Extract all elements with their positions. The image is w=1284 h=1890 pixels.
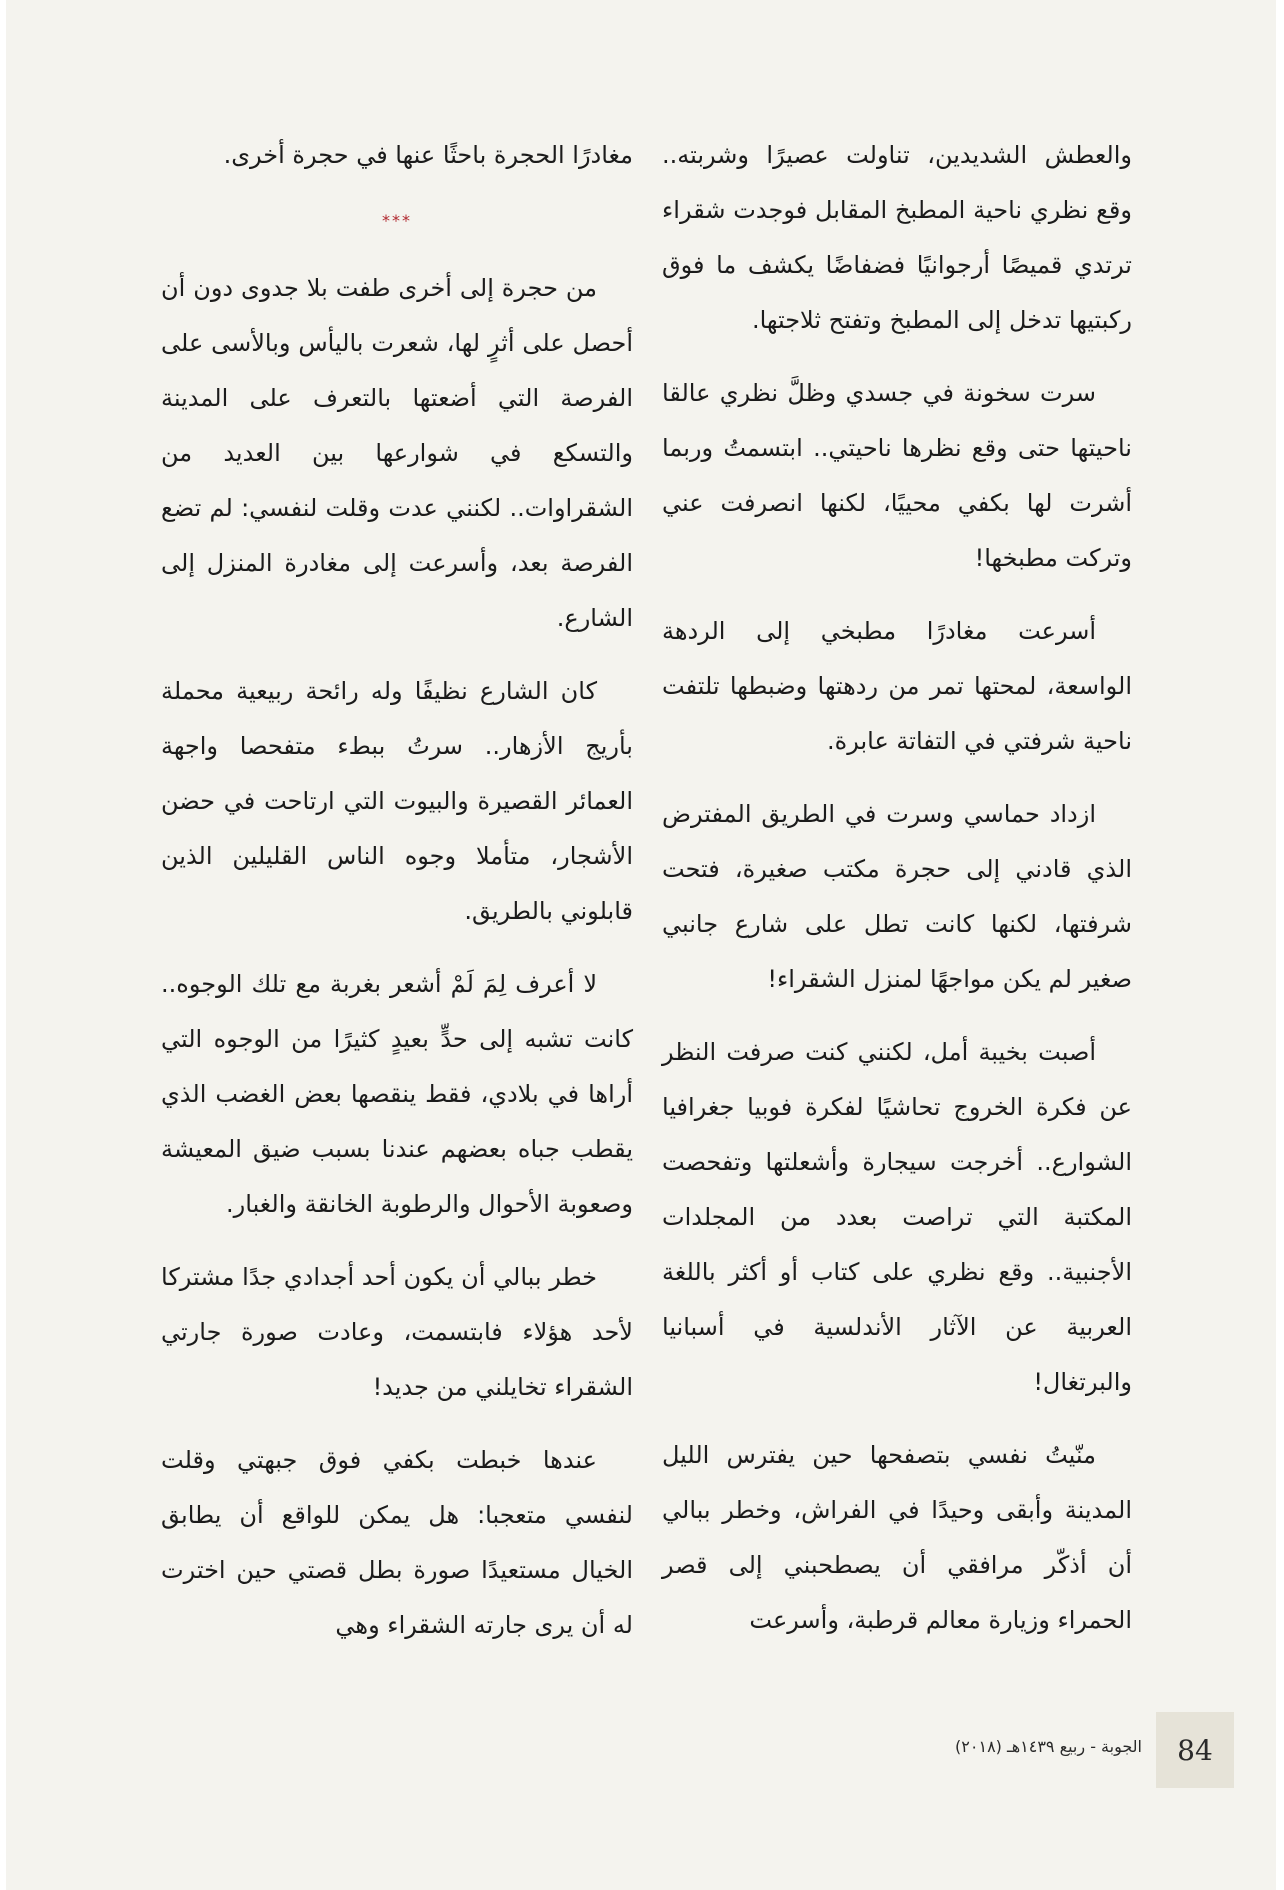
paragraph: كان الشارع نظيفًا وله رائحة ربيعية محملة بأريج الأزهار.. سرتُ ببطء متفحصا واجهة العمائر القصيرة والبيوت التي ارتاحت في حضن الأشجار، متأملا وجوه الناس القليلين الذين قابلوني بالطريق. xyxy=(161,677,633,925)
paragraph: أصبت بخيبة أمل، لكنني كنت صرفت النظر عن فكرة الخروج تحاشيًا لفكرة فوبيا جغرافيا الشوارع.. أخرجت سيجارة وأشعلتها وتفحصت المكتبة التي تراصت بعدد من المجلدات الأجنبية.. وقع نظري على كتاب أو أكثر باللغة العربية عن الآثار الأندلسية في أسبانيا والبرتغال! xyxy=(662,1038,1132,1396)
magazine-page xyxy=(6,0,1276,1890)
paragraph-continuation: مغادرًا الحجرة باحثًا عنها في حجرة أخرى. xyxy=(223,141,633,169)
paragraph: لا أعرف لِمَ لَمْ أشعر بغربة مع تلك الوجوه.. كانت تشبه إلى حدٍّ بعيدٍ كثيرًا من الوجوه التي أراها في بلادي، فقط ينقصها بعض الغضب الذي يقطب جباه بعضهم عندنا بسبب ضيق المعيشة وصعوبة الأحوال والرطوبة الخانقة والغبار. xyxy=(161,970,633,1218)
issue-credit: الجوبة - ربيع ١٤٣٩هـ (٢٠١٨) xyxy=(955,1737,1142,1756)
paragraph: ازداد حماسي وسرت في الطريق المفترض الذي قادني إلى حجرة مكتب صغيرة، فتحت شرفتها، لكنها كانت تطل على شارع جانبي صغير لم يكن مواجهًا لمنزل الشقراء! xyxy=(662,800,1132,993)
paragraph: منّيتُ نفسي بتصفحها حين يفترس الليل المدينة وأبقى وحيدًا في الفراش، وخطر ببالي أن أذكّر مرافقي أن يصطحبني إلى قصر الحمراء وزيارة معالم قرطبة، وأسرعت xyxy=(662,1441,1132,1634)
section-separator: *** xyxy=(382,211,412,230)
page-number: 84 xyxy=(1177,1733,1213,1767)
paragraph: خطر ببالي أن يكون أحد أجدادي جدًا مشتركا لأحد هؤلاء فابتسمت، وعادت صورة جارتي الشقراء تخايلني من جديد! xyxy=(161,1263,633,1401)
paragraph: عندها خبطت بكفي فوق جبهتي وقلت لنفسي متعجبا: هل يمكن للواقع أن يطابق الخيال مستعيدًا صورة بطل قصتي حين اخترت له أن يرى جارته الشقراء وهي xyxy=(161,1446,633,1639)
paragraph: من حجرة إلى أخرى طفت بلا جدوى دون أن أحصل على أثرٍ لها، شعرت باليأس وبالأسى على الفرصة التي أضعتها بالتعرف على المدينة والتسكع في شوارعها بين العديد من الشقراوات.. لكنني عدت وقلت لنفسي: لم تضع الفرصة بعد، وأسرعت إلى مغادرة المنزل إلى الشارع. xyxy=(161,274,633,632)
right-column xyxy=(662,128,1132,1666)
paragraph: والعطش الشديدين، تناولت عصيرًا وشربته.. وقع نظري ناحية المطبخ المقابل فوجدت شقراء ترتدي قميصًا أرجوانيًا فضفاضًا يكشف ما فوق ركبتيها تدخل إلى المطبخ وتفتح ثلاجتها. xyxy=(662,141,1132,334)
paragraph: سرت سخونة في جسدي وظلَّ نظري عالقا ناحيتها حتى وقع نظرها ناحيتي.. ابتسمتُ وربما أشرت لها بكفي محييًا، لكنها انصرفت عني وتركت مطبخها! xyxy=(662,379,1132,572)
page-number-tab xyxy=(1156,1712,1234,1788)
paragraph: أسرعت مغادرًا مطبخي إلى الردهة الواسعة، لمحتها تمر من ردهتها وضبطها تلتفت ناحية شرفتي في التفاتة عابرة. xyxy=(662,617,1132,755)
left-column xyxy=(161,128,633,1671)
